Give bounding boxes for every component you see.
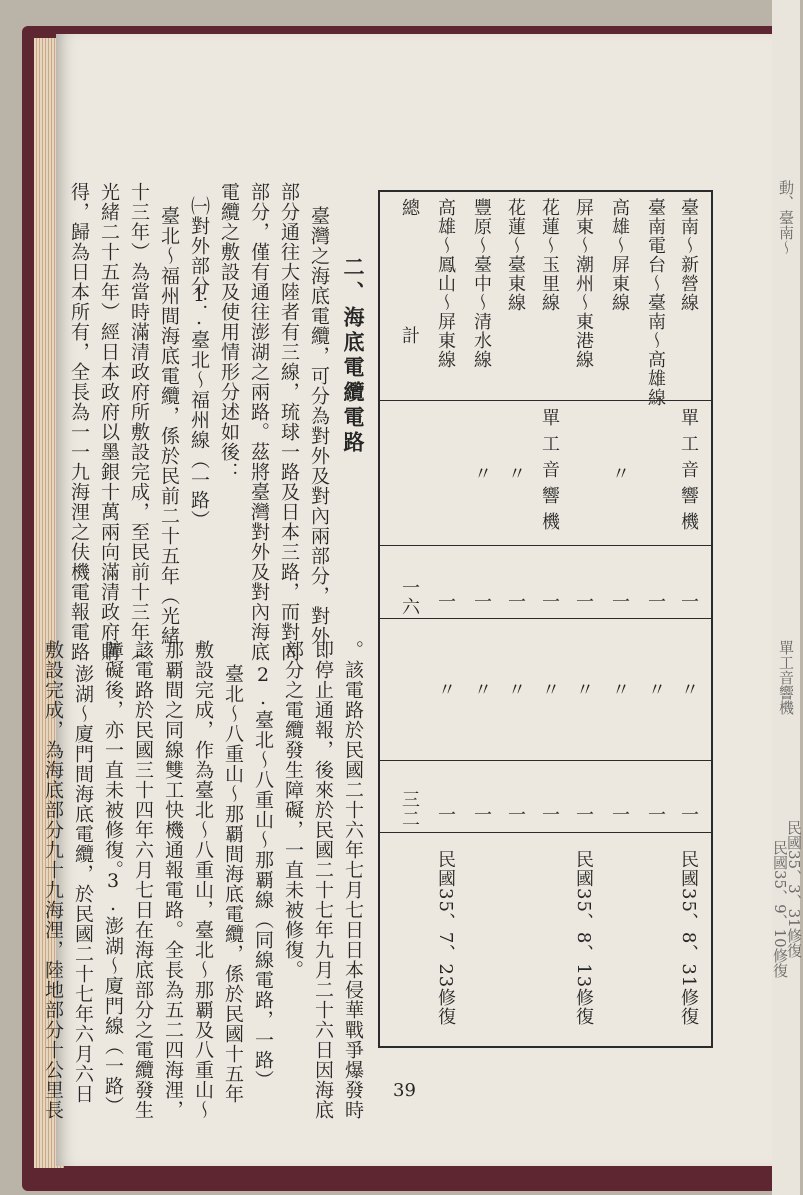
table-cell-route: 花蓮～臺東線 (505, 198, 526, 312)
table-cell-qty: 一 (539, 805, 560, 824)
body-line: 1.臺北～福州線（一路） (188, 284, 210, 530)
table-cell-qty: 一 (645, 592, 666, 611)
table-cell-equipment: 〃 (609, 464, 630, 483)
table-cell-route: 花蓮～玉里線 (539, 198, 560, 312)
table-cell-mark: 〃 (539, 680, 560, 699)
body-line: 部分，僅有通往澎湖之兩路。茲將臺灣對外及對內海底 (248, 182, 270, 662)
table-cell-equipment: 〃 (471, 464, 492, 483)
next-page-text: 民國35、3、31修復 (785, 820, 803, 958)
table-total-qty: 三二 (399, 790, 420, 828)
body-line: 敷設完成，為海底部分九十九海浬，陸地部分十公里長 (42, 640, 64, 1120)
table-cell-equipment: 單工音響機 (539, 408, 560, 538)
table-cell-route: 高雄～屏東線 (609, 198, 630, 312)
table-cell-mark: 〃 (505, 680, 526, 699)
table-cell-route: 臺南電台～臺南～高雄線 (645, 198, 666, 407)
body-line: 。該電路於民國二十六年七月七日日本侵華戰爭爆發時 (342, 640, 364, 1120)
table-cell-qty: 一 (573, 805, 594, 824)
table-cell-note: 民國35、7、23修復 (435, 850, 456, 1027)
table-cell-note: 民國35、8、13修復 (573, 850, 594, 1027)
body-line: 2.臺北～八重山～那覇線（同線電路，一路） (252, 664, 274, 1090)
table-cell-qty: 一 (435, 805, 456, 824)
body-line: ㈠對外部分： (188, 196, 210, 316)
table-right-border (711, 190, 713, 1048)
body-line: 該電路於民國三十四年六月七日在海底部分之電纜發生 (132, 640, 154, 1120)
table-divider-5 (380, 832, 711, 833)
table-cell-route: 高雄～鳳山～屏東線 (435, 198, 456, 369)
table-divider-2 (380, 545, 711, 546)
body-line: 臺北～八重山～那覇間海底電纜，係於民國十五年 (222, 664, 244, 1104)
table-cell-qty: 一 (539, 592, 560, 611)
table-total-qty: 一六 (399, 578, 420, 616)
body-line: 障礙後，亦一直未被修復。 (102, 640, 124, 880)
body-line: 光緒二十五年）經日本政府以墨銀十萬兩向滿清政府購 (98, 182, 120, 662)
body-line: 十三年）為當時滿清政府所敷設完成，至民前十三年（ (128, 182, 150, 662)
body-line: 那覇間之同線雙工快機通報電路。全長為五二四海浬， (162, 640, 184, 1120)
table-cell-note: 民國35、8、31修復 (678, 850, 699, 1027)
table-cell-mark: 〃 (678, 680, 699, 699)
table-cell-qty: 一 (609, 805, 630, 824)
table-cell-qty: 一 (505, 592, 526, 611)
body-line: 部分通往大陸者有三線，琉球一路及日本三路，而對內 (278, 182, 300, 662)
table-bottom-rule (378, 1046, 713, 1048)
table-cell-mark: 〃 (645, 680, 666, 699)
body-line: 得，歸為日本所有，全長為一一九海浬之伕機電報電路 (68, 182, 90, 662)
table-divider-4 (380, 760, 711, 761)
section-heading: 二、海底電纜電路 (341, 256, 366, 456)
body-line: 敷設完成，作為臺北～八重山，臺北～那覇及八重山～ (192, 640, 214, 1120)
body-line: 部分之電纜發生障礙，一直未被修復。 (282, 640, 304, 980)
table-total-label: 總計 (399, 198, 420, 454)
body-line: 即停止通報，後來於民國二十七年九月二十六日因海底 (312, 640, 334, 1120)
table-cell-mark: 〃 (471, 680, 492, 699)
table-left-border (378, 190, 380, 1048)
body-line: 3.澎湖～廈門線（一路） (102, 870, 124, 1116)
table-cell-qty: 一 (435, 592, 456, 611)
body-line: 澎湖～廈門間海底電纜，於民國二十七年六月六日 (72, 664, 94, 1104)
table-cell-mark: 〃 (609, 680, 630, 699)
table-cell-route: 豐原～臺中～清水線 (471, 198, 492, 369)
table-cell-mark: 〃 (435, 680, 456, 699)
next-page-edge (771, 0, 803, 1195)
page-number: 39 (393, 1080, 416, 1101)
next-page-text: 動、臺南～ (777, 180, 795, 255)
table-cell-qty: 一 (505, 805, 526, 824)
table-cell-qty: 一 (609, 592, 630, 611)
next-page-text: 單工音響機 (777, 640, 795, 715)
table-cell-qty: 一 (573, 592, 594, 611)
table-cell-qty: 一 (645, 805, 666, 824)
body-line: 電纜之敷設及使用情形分述如後： (218, 182, 240, 482)
table-cell-equipment: 〃 (505, 464, 526, 483)
table-divider-3 (380, 618, 711, 619)
table-cell-route: 臺南～新營線 (678, 198, 699, 312)
table-cell-qty: 一 (471, 805, 492, 824)
body-line: 臺北～福州間海底電纜，係於民前二十五年（光緒 (158, 206, 180, 646)
table-cell-qty: 一 (471, 592, 492, 611)
table-cell-equipment: 單工音響機 (678, 408, 699, 538)
table-cell-mark: 〃 (573, 680, 594, 699)
body-line: 臺灣之海底電纜，可分為對外及對內兩部分，對外 (308, 206, 330, 646)
table-cell-qty: 一 (678, 805, 699, 824)
table-cell-route: 屏東～潮州～東港線 (573, 198, 594, 369)
next-page-text: 民國35、9、10修復 (771, 840, 789, 978)
table-cell-qty: 一 (678, 592, 699, 611)
table-top-rule (378, 190, 713, 192)
